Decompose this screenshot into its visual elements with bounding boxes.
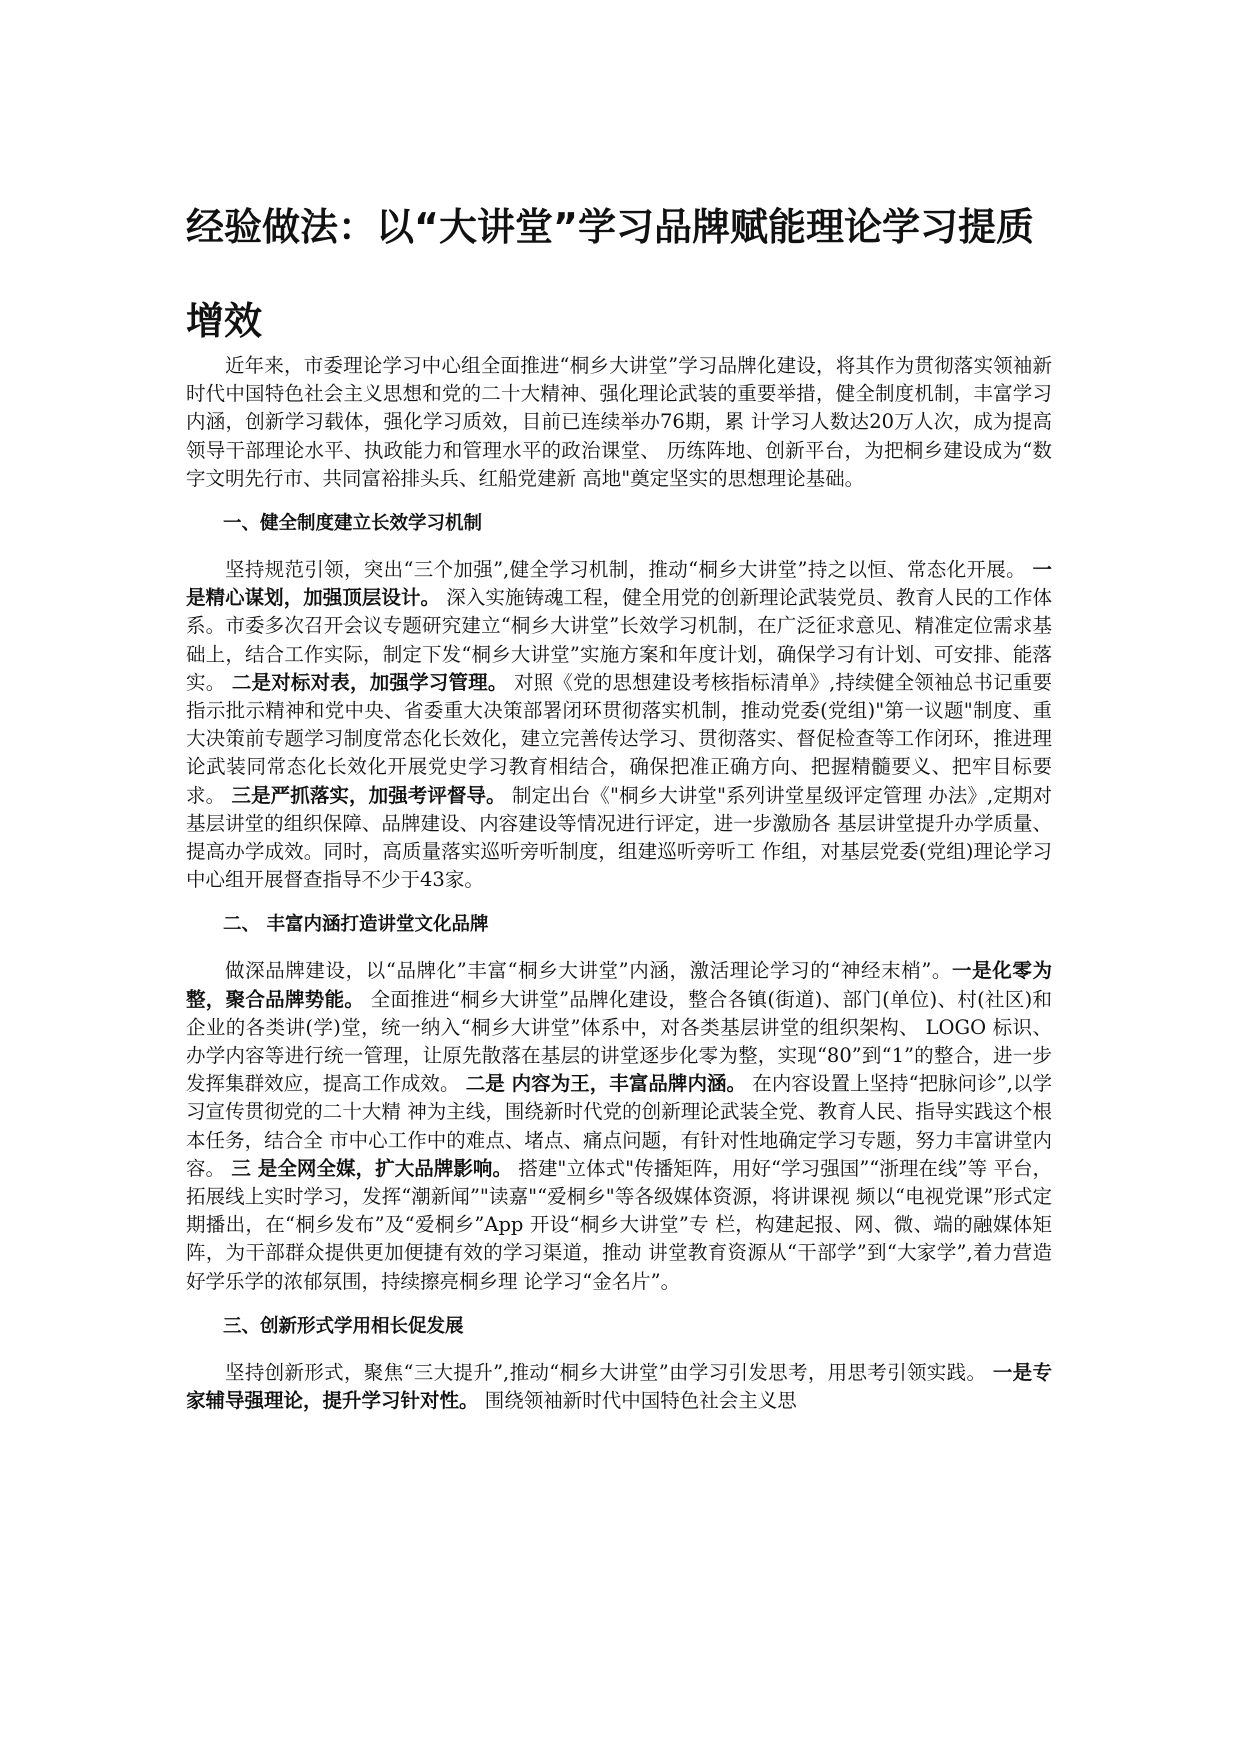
section-1-point-1-text: 深入实施铸魂工程，健全用党的创新理论武装党员、教育人民的工作体系。市委多次召开会议专题研究建立“桐乡大讲堂”长效学习机制，在广泛征求意见、精准定位需求基础上，结合工作实际，制定下发“桐乡大讲堂”实施方案和年度计划，确保学习有计划、可安排、能落实。 [186, 586, 1052, 694]
section-1-lead: 坚持规范引领，突出“三个加强”,健全学习机制，推动“桐乡大讲堂”持之以恒、常态化开展。 [225, 558, 1026, 582]
section-3-heading: 三、创新形式学用相长促发展 [223, 1315, 464, 1337]
section-3-point-1-text: 围绕领袖新时代中国特色社会主义思 [484, 1389, 797, 1413]
section-2-point-2-text: 在内容设置上坚持“把脉问诊”,以学习宣传贯彻党的二十大精 神为主线，围绕新时代党的创新理论武装全党、教育人民、指导实践这个根本任务，结合全 市中心工作中的难点、堵点、痛点问题，有针对性地确定学习专题，努力丰富讲堂内容。 [186, 1072, 1052, 1180]
section-1-paragraph [186, 556, 1052, 894]
section-1-point-2-text: 对照《党的思想建设考核指标清单》,持续健全领袖总书记重要指示批示精神和党中央、省委重大决策部署闭环贯彻落实机制，推动党委(党组)"第一议题"制度、重大决策前专题学习制度常态化长效化，建立完善传达学习、贯彻落实、督促检查等工作闭环，推进理论武装同常态化长效化开展党史学习教育相结合，确保把准正确方向、把握精髓要义、把牢目标要求。 [186, 670, 1052, 807]
section-2-point-3-title: 三 是全网全媒，扩大品牌影响。 [231, 1156, 513, 1180]
section-2-point-1-title: 一是化零为整，聚合品牌势能。 [186, 959, 1052, 1011]
intro-paragraph: 近年来，市委理论学习中心组全面推进“桐乡大讲堂”学习品牌化建设，将其作为贯彻落实领袖新时代中国特色社会主义思想和党的二十大精神、强化理论武装的重要举措，健全制度机制，丰富学习内涵，创新学习载体，强化学习质效，目前已连续举办76期，累 计学习人数达20万人次，成为提高领导干部理论水平、执政能力和管理水平的政治课堂、 历练阵地、创新平台，为把桐乡建设成为“数字文明先行市、共同富裕排头兵、红船党建新 高地"奠定坚实的思想理论基础。 [186, 354, 1052, 490]
section-3-paragraph [186, 1359, 1052, 1415]
section-1-point-2-title: 二是对标对表，加强学习管理。 [231, 670, 508, 694]
document-body [186, 352, 1052, 1415]
section-1-point-3-title: 三是严抓落实，加强考评督导。 [231, 783, 506, 807]
section-1-heading: 一、健全制度建立长效学习机制 [223, 513, 483, 535]
section-3-point-1-title: 一是专家辅导强理论，提升学习针对性。 [186, 1360, 1052, 1413]
section-1-point-3-text: 制定出台《"桐乡大讲堂"系列讲堂星级评定管理 办法》,定期对基层讲堂的组织保障、品牌建设、内容建设等情况进行评定，进一步激励各 基层讲堂提升办学质量、提高办学成效。同时，高质量落实巡听旁听制度，组建巡听旁听工 作组，对基层党委(党组)理论学习中心组开展督查指导不少于43家。 [186, 783, 1052, 892]
section-2-point-1-text: 全面推进“桐乡大讲堂”品牌化建设，整合各镇(街道)、部门(单位)、村(社区)和企业的各类讲(学)堂，统一纳入“桐乡大讲堂”体系中，对各类基层讲堂的组织架构、 LOGO 标识、办学内容等进行统一管理，让原先散落在基层的讲堂逐步化零为整，实现“80”到“1”的整合，进一步发挥集群效应，提高工作成效。 [186, 987, 1052, 1096]
section-2-paragraph [186, 957, 1052, 1295]
section-2-point-3-text: 搭建"立体式"传播矩阵，用好“学习强国”“浙理在线”等 平台，拓展线上实时学习，发挥“潮新闻”"读嘉"“爱桐乡"等各级媒体资源，将讲课视 频以“电视党课”形式定期播出，在“桐乡发布”及“爱桐乡”App 开设“桐乡大讲堂”专 栏，构建起报、网、微、端的融媒体矩阵，为干部群众提供更加便捷有效的学习渠道，推动 讲堂教育资源从“干部学”到“大家学”,着力营造好学乐学的浓郁氛围，持续擦亮桐乡理 论学习“金名片”。 [186, 1156, 1052, 1293]
section-2-heading: 二、 丰富内涵打造讲堂文化品牌 [223, 914, 489, 936]
document-title: 经验做法：以“大讲堂”学习品牌赋能理论学习提质增效 [186, 205, 1034, 343]
section-2-point-2-title: 二是 内容为王，丰富品牌内涵。 [465, 1072, 747, 1096]
section-3-lead: 坚持创新形式，聚焦“三大提升”,推动“桐乡大讲堂”由学习引发思考，用思考引领实践。 [225, 1360, 987, 1384]
section-1-point-1-title: 一是精心谋划，加强顶层设计。 [186, 558, 1052, 610]
section-2-lead: 做深品牌建设，以“品牌化”丰富“桐乡大讲堂”内涵，激活理论学习的“神经末梢”。 [225, 959, 953, 983]
